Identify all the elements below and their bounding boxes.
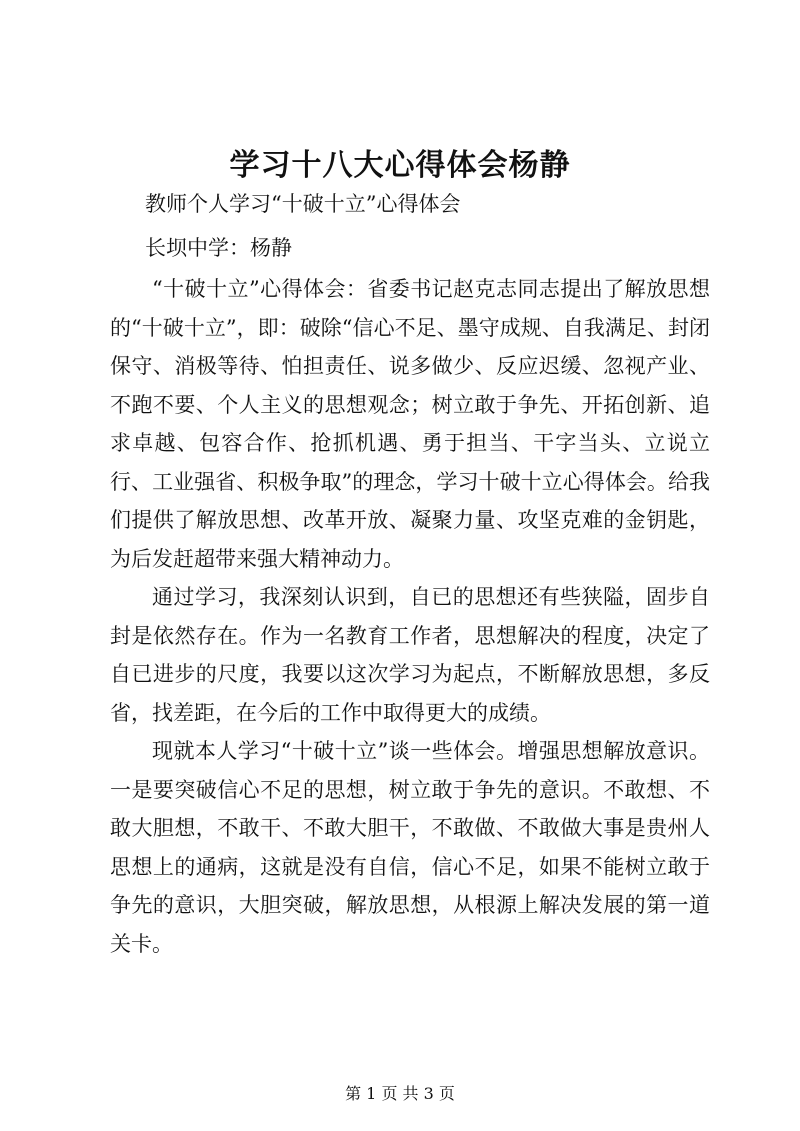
document-title: 学习十八大心得体会杨静 [229, 148, 571, 183]
document-body [110, 270, 710, 963]
paragraph: 通过学习，我深刻认识到，自已的思想还有些狭隘，固步自封是依然存在。作为一名教育工作者，思想解决的程度，决定了自已进步的尺度，我要以这次学习为起点，不断解放思想，多反省，找差距，在今后的工作中取得更大的成绩。 [110, 585, 710, 725]
paragraph: 现就本人学习“十破十立”谈一些体会。增强思想解放意识。一是要突破信心不足的思想，树立敢于争先的意识。不敢想、不敢大胆想，不敢干、不敢大胆干，不敢做、不敢做大事是贵州人思想上的通病，这就是没有自信，信心不足，如果不能树立敢于争先的意识，大胆突破，解放思想，从根源上解决发展的第一道关卡。 [110, 739, 710, 956]
page-footer: 第 1 页 共 3 页 [345, 1084, 455, 1103]
author-line: 长坝中学：杨静 [145, 236, 292, 260]
paragraph: “十破十立”心得体会：省委书记赵克志同志提出了解放思想的“十破十立”，即：破除“信心不足、墨守成规、自我满足、封闭保守、消极等待、怕担责任、说多做少、反应迟缓、忽视产业、不跑不要、个人主义的思想观念；树立敢于争先、开拓创新、追求卓越、包容合作、抢抓机遇、勇于担当、干字当头、立说立行、工业强省、积极争取”的理念，学习十破十立心得体会。给我们提供了解放思想、改革开放、凝聚力量、攻坚克难的金钥匙，为后发赶超带来强大精神动力。 [110, 277, 710, 571]
document-subtitle: 教师个人学习“十破十立”心得体会 [145, 192, 461, 216]
